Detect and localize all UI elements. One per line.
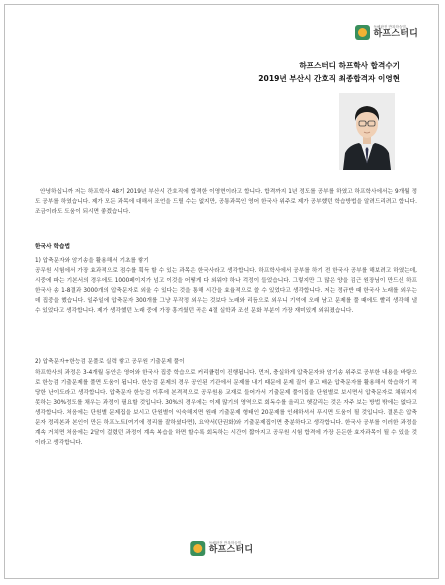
item2-paragraph [35,368,417,448]
author-photo [339,93,395,170]
page-heading [258,59,400,85]
brand-mark-icon [355,25,370,40]
document-frame [4,4,439,579]
intro-paragraph [35,187,417,217]
brand-mark-icon [190,541,205,556]
brand-logo-bottom [190,541,253,556]
item1-title: 1) 압축문자와 암기송을 활용해서 기초를 쌓기 [35,258,149,264]
heading-line-1: 하프스터디 하프학사 합격수기 [299,61,400,70]
item2-text: 하프학사의 과정은 3-4개월 동안은 영어와 한국사 집중 학습으로 커리큘럼이 진행됩니다. 먼저, 충실하게 압축문자와 암기송 위주로 공부한 내용을 바탕으로 한능검 기출문제를 풀면 도움이 됩니다. 한능검 문제의 경우 공인된 기관에서 문제를 내기 때문에 문제 질이 좋고 배운 압축문자를 활용해서 학습하기 적당한 난이도라고 생각합니다. 압축문자 한능검 이후에 본격적으로 공무원용 교재로 들어가서 기출문제 풀이집을 단원별로 보시면서 압축문자로 채워지지 못하는 30%정도를 채우는 과정이 필요할 것입니다. 30%의 경우에는 이제 많기의 영역으로 회독수를 올리고 헷갈리는 것은 자주 보는 방법 밖에는 없다고 생각합니다. 처음에는 단원별 문제집을 보시고 단원별이 익숙해지면 원래 기출문제 형태인 20문제를 인쇄하셔서 푸시면 도움이 될 것입니다. 결론은 압축문자 정리본과 본인이 만든 하프노트(여기에 정리를 잘하셨다면), 요약서(단권화)와 기출문제집이면 충분하다고 생각합니다. 한국사 공부를 이러한 과정을 계속 거치면 처음에는 2달이 걸렸던 과정이 계속 복습을 하면 할수록 회독하는 시간이 짧아지고 공무원 시험 합격에 가장 든든한 효자과목이 될 수 있을 것이라고 생각합니다. [35,370,417,446]
brand-name: 하프스터디 [208,545,254,556]
section-title: 한국사 학습법 [35,244,70,250]
heading-line-2: 2019년 부산시 간호직 최종합격자 이영현 [258,74,400,83]
item1-paragraph [35,266,417,316]
brand-name: 하프스터디 [373,29,418,40]
item1-text: 공무원 시험에서 가장 효과적으로 점수를 획득 할 수 있는 과목은 한국사라고 생각합니다. 하프학사에서 공부를 하기 전 한국사 공부를 해보려고 하였는데, 시중에 파는 기본서의 경우에도 1000페이지가 넘고 이것을 어떻게 다 외워야 하나 걱정이 들었습니다. 그렇지만 그 많은 양을 김근 원장님이 만드신 하프한국사 송 1-8결과 3000개의 압축문자로 외울 수 있다는 것을 통해 시간을 효율적으로 쓸 수 있었다고 생각합니다. 저는 정규반 때 한국사 노래를 외우는데 집중을 했습니다. 일주일에 압축문자 300개를 그냥 무작정 외우는 것보다 노래와 리듬으로 외우니 기억에 오래 남고 문제를 풀 때에도 빨리 생각해 낼 수 있었다고 생각합니다. 제가 생각했던 노래 중에 가장 흥겨웠던 곡은 4절 실학과 조선 문화 부분이 가장 재미있게 외워졌습니다. [35,268,417,314]
brand-logo-top [355,25,418,40]
intro-text: 안녕하십니까 저는 하프학사 48기 2019년 부산시 간호직에 합격한 이영현이라고 합니다. 합격까지 1년 정도를 공부를 하였고 하프학사에서는 9개월 정도 공부를 하였습니다. 제가 모든 과목에 대해서 조언을 드릴 수는 없지만, 공통과목인 영어 한국사 위주로 제가 공부했던 학습방법을 알려드리려고 합니다. 조금이라도 도움이 되시면 좋겠습니다. [35,189,417,215]
item2-title: 2) 압축문자+한능검 문풀로 실력 쌓고 공무원 기출문제 풀이 [35,359,185,365]
brand-tagline: 독해완전 반복학습법 [373,24,406,29]
brand-tagline: 독해완전 반복학습법 [208,540,242,545]
